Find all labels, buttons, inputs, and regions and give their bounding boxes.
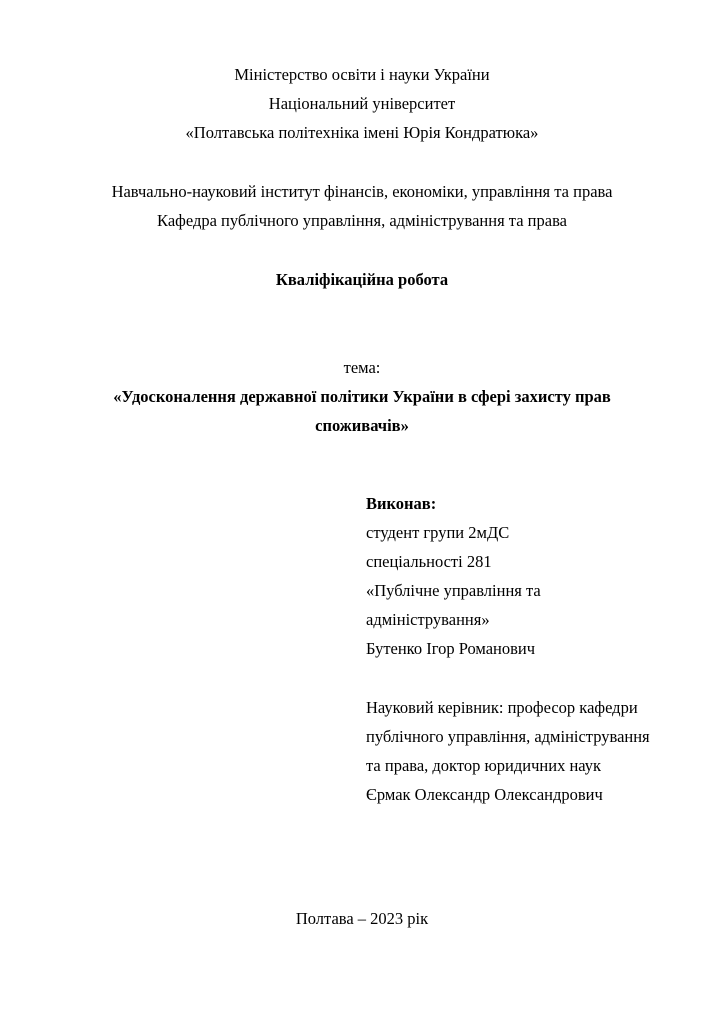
author-name: Бутенко Ігор Романович [366, 639, 536, 658]
thesis-title-line-1: «Удосконалення державної політики України в сфері захисту прав [113, 387, 611, 406]
author-group: студент групи 2мДС [366, 523, 510, 542]
thesis-title-line-2: споживачів» [315, 416, 409, 435]
work-type-line: Кваліфікаційна робота [275, 270, 449, 289]
author-programme: «Публічне управління та адміністрування» [366, 581, 549, 629]
author-block [366, 489, 656, 809]
spacer-before-footer [68, 809, 656, 909]
spacer-before-author [68, 470, 656, 489]
spacer-before-topic [68, 324, 656, 353]
supervisor-name: Єрмак Олександр Олександрович [366, 785, 603, 804]
department-line: Кафедра публічного управління, адміністрування та права [157, 211, 567, 230]
supervisor-line-3: та права, доктор юридичних наук [366, 756, 602, 775]
spacer-after-title [68, 440, 656, 470]
institute-line: Навчально-науковий інститут фінансів, економіки, управління та права [111, 182, 613, 201]
author-label: Виконав: [366, 494, 437, 513]
place-year-line: Полтава – 2023 рік [295, 909, 429, 928]
supervisor-line-1: Науковий керівник: професор кафедри [366, 698, 638, 717]
supervisor-line-2: публічного управління, адміністрування [366, 727, 650, 746]
spacer-after-department [68, 235, 656, 265]
spacer-after-work-type [68, 294, 656, 324]
ministry-line: Міністерство освіти і науки України [234, 65, 490, 84]
spacer-after-header [68, 147, 656, 177]
spacer-between-blocks [366, 663, 656, 693]
university-line: Національний університет [268, 94, 456, 113]
title-page-content [68, 60, 656, 929]
topic-label: тема: [343, 358, 381, 377]
author-speciality: спеціальності 281 [366, 552, 492, 571]
university-name-line: «Полтавська політехніка імені Юрія Кондратюка» [185, 123, 539, 142]
